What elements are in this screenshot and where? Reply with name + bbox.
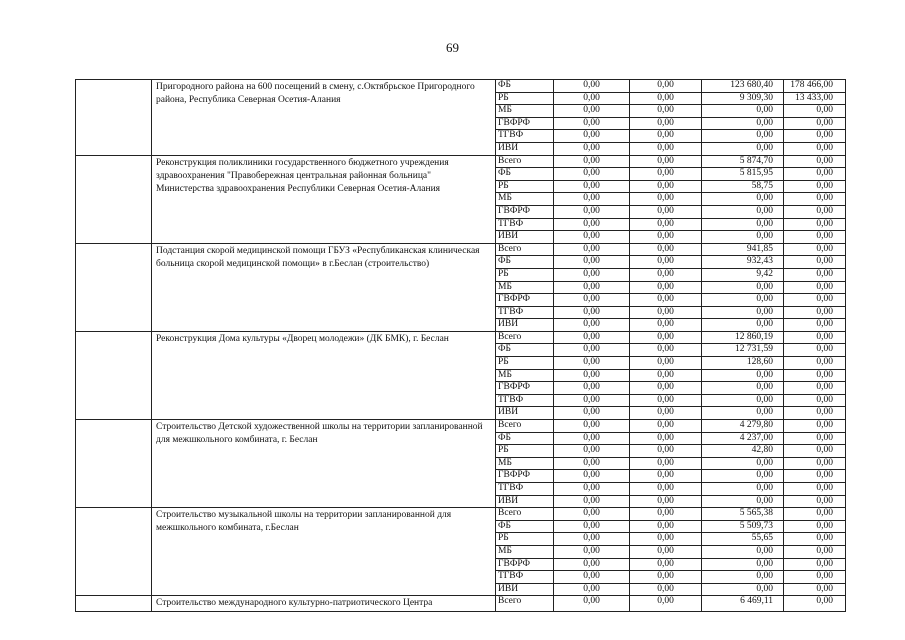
value-cell-2: 0,00 xyxy=(630,92,702,105)
value-cell-4: 178 466,00 xyxy=(784,80,846,93)
value-cell-1: 0,00 xyxy=(554,495,630,508)
funding-source-cell: ИВИ xyxy=(496,142,554,155)
funding-source-cell: Всего xyxy=(496,331,554,344)
value-cell-3: 0,00 xyxy=(702,105,784,118)
value-cell-4: 0,00 xyxy=(784,420,846,433)
value-cell-4: 0,00 xyxy=(784,495,846,508)
value-cell-3: 0,00 xyxy=(702,583,784,596)
value-cell-1: 0,00 xyxy=(554,92,630,105)
group-number-cell xyxy=(76,155,152,243)
funding-source-cell: МБ xyxy=(496,193,554,206)
value-cell-3: 5 509,73 xyxy=(702,520,784,533)
funding-source-cell: РБ xyxy=(496,268,554,281)
value-cell-4: 0,00 xyxy=(784,142,846,155)
value-cell-4: 0,00 xyxy=(784,545,846,558)
group-number-cell xyxy=(76,508,152,596)
value-cell-3: 5 565,38 xyxy=(702,508,784,521)
value-cell-4: 0,00 xyxy=(784,306,846,319)
value-cell-2: 0,00 xyxy=(630,218,702,231)
value-cell-1: 0,00 xyxy=(554,268,630,281)
value-cell-4: 0,00 xyxy=(784,508,846,521)
project-name-cell: Реконструкция Дома культуры «Дворец молодежи» (ДК БМК), г. Беслан xyxy=(152,331,496,419)
value-cell-1: 0,00 xyxy=(554,445,630,458)
value-cell-4: 0,00 xyxy=(784,394,846,407)
value-cell-1: 0,00 xyxy=(554,105,630,118)
group-number-cell xyxy=(76,331,152,419)
value-cell-3: 0,00 xyxy=(702,558,784,571)
funding-source-cell: ТГВФ xyxy=(496,483,554,496)
value-cell-4: 0,00 xyxy=(784,407,846,420)
value-cell-4: 0,00 xyxy=(784,533,846,546)
value-cell-4: 0,00 xyxy=(784,231,846,244)
funding-source-cell: ФБ xyxy=(496,344,554,357)
funding-source-cell: Всего xyxy=(496,508,554,521)
value-cell-1: 0,00 xyxy=(554,142,630,155)
funding-source-cell: РБ xyxy=(496,533,554,546)
value-cell-2: 0,00 xyxy=(630,155,702,168)
value-cell-3: 932,43 xyxy=(702,256,784,269)
group-number-cell xyxy=(76,596,152,612)
value-cell-3: 0,00 xyxy=(702,369,784,382)
value-cell-2: 0,00 xyxy=(630,256,702,269)
value-cell-3: 0,00 xyxy=(702,231,784,244)
project-name-cell: Подстанция скорой медицинской помощи ГБУЗ «Республиканская клиническая больница скорой медицинской помощи» в г.Беслан (строительство) xyxy=(152,243,496,331)
funding-source-cell: ФБ xyxy=(496,168,554,181)
funding-source-cell: МБ xyxy=(496,545,554,558)
value-cell-4: 0,00 xyxy=(784,281,846,294)
value-cell-4: 0,00 xyxy=(784,117,846,130)
value-cell-3: 0,00 xyxy=(702,394,784,407)
value-cell-1: 0,00 xyxy=(554,545,630,558)
table-row xyxy=(76,508,846,521)
value-cell-3: 4 237,00 xyxy=(702,432,784,445)
funding-source-cell: МБ xyxy=(496,281,554,294)
value-cell-3: 12 731,59 xyxy=(702,344,784,357)
value-cell-1: 0,00 xyxy=(554,394,630,407)
value-cell-3: 0,00 xyxy=(702,294,784,307)
value-cell-2: 0,00 xyxy=(630,180,702,193)
value-cell-1: 0,00 xyxy=(554,583,630,596)
value-cell-2: 0,00 xyxy=(630,344,702,357)
value-cell-2: 0,00 xyxy=(630,495,702,508)
value-cell-3: 123 680,40 xyxy=(702,80,784,93)
value-cell-3: 0,00 xyxy=(702,470,784,483)
table-row xyxy=(76,243,846,256)
value-cell-4: 0,00 xyxy=(784,571,846,584)
value-cell-2: 0,00 xyxy=(630,231,702,244)
value-cell-4: 0,00 xyxy=(784,382,846,395)
value-cell-3: 55,65 xyxy=(702,533,784,546)
value-cell-1: 0,00 xyxy=(554,218,630,231)
value-cell-1: 0,00 xyxy=(554,193,630,206)
value-cell-1: 0,00 xyxy=(554,80,630,93)
value-cell-4: 0,00 xyxy=(784,357,846,370)
value-cell-2: 0,00 xyxy=(630,105,702,118)
value-cell-3: 12 860,19 xyxy=(702,331,784,344)
funding-source-cell: ФБ xyxy=(496,256,554,269)
value-cell-1: 0,00 xyxy=(554,533,630,546)
value-cell-3: 0,00 xyxy=(702,306,784,319)
value-cell-4: 0,00 xyxy=(784,470,846,483)
value-cell-1: 0,00 xyxy=(554,168,630,181)
funding-source-cell: ТГВФ xyxy=(496,130,554,143)
funding-source-cell: ГВФРФ xyxy=(496,382,554,395)
value-cell-4: 0,00 xyxy=(784,205,846,218)
funding-source-cell: МБ xyxy=(496,369,554,382)
funding-source-cell: Всего xyxy=(496,155,554,168)
value-cell-4: 0,00 xyxy=(784,168,846,181)
funding-source-cell: ИВИ xyxy=(496,407,554,420)
value-cell-4: 0,00 xyxy=(784,130,846,143)
value-cell-3: 9 309,30 xyxy=(702,92,784,105)
funding-source-cell: ИВИ xyxy=(496,583,554,596)
table-row xyxy=(76,331,846,344)
value-cell-1: 0,00 xyxy=(554,205,630,218)
value-cell-2: 0,00 xyxy=(630,432,702,445)
value-cell-2: 0,00 xyxy=(630,319,702,332)
group-number-cell xyxy=(76,243,152,331)
project-name-cell: Строительство Детской художественной школы на территории запланированной для межшкольного комбината, г. Беслан xyxy=(152,420,496,508)
funding-source-cell: РБ xyxy=(496,92,554,105)
value-cell-2: 0,00 xyxy=(630,394,702,407)
value-cell-2: 0,00 xyxy=(630,205,702,218)
value-cell-3: 0,00 xyxy=(702,457,784,470)
funding-source-cell: ФБ xyxy=(496,432,554,445)
group-number-cell xyxy=(76,80,152,156)
value-cell-3: 0,00 xyxy=(702,205,784,218)
value-cell-2: 0,00 xyxy=(630,243,702,256)
value-cell-4: 0,00 xyxy=(784,520,846,533)
funding-source-cell: ТГВФ xyxy=(496,571,554,584)
funding-source-cell: РБ xyxy=(496,445,554,458)
value-cell-4: 0,00 xyxy=(784,155,846,168)
value-cell-3: 42,80 xyxy=(702,445,784,458)
value-cell-3: 941,85 xyxy=(702,243,784,256)
value-cell-1: 0,00 xyxy=(554,319,630,332)
funding-source-cell: ГВФРФ xyxy=(496,205,554,218)
value-cell-4: 0,00 xyxy=(784,331,846,344)
value-cell-4: 0,00 xyxy=(784,218,846,231)
value-cell-4: 0,00 xyxy=(784,105,846,118)
value-cell-4: 0,00 xyxy=(784,457,846,470)
funding-source-cell: РБ xyxy=(496,180,554,193)
value-cell-1: 0,00 xyxy=(554,357,630,370)
table-row xyxy=(76,596,846,612)
value-cell-2: 0,00 xyxy=(630,508,702,521)
value-cell-2: 0,00 xyxy=(630,80,702,93)
value-cell-1: 0,00 xyxy=(554,231,630,244)
value-cell-3: 0,00 xyxy=(702,117,784,130)
value-cell-3: 0,00 xyxy=(702,281,784,294)
funding-source-cell: ИВИ xyxy=(496,495,554,508)
value-cell-2: 0,00 xyxy=(630,558,702,571)
value-cell-2: 0,00 xyxy=(630,545,702,558)
value-cell-4: 0,00 xyxy=(784,583,846,596)
value-cell-4: 0,00 xyxy=(784,319,846,332)
value-cell-1: 0,00 xyxy=(554,407,630,420)
value-cell-3: 0,00 xyxy=(702,571,784,584)
value-cell-1: 0,00 xyxy=(554,281,630,294)
value-cell-2: 0,00 xyxy=(630,294,702,307)
value-cell-2: 0,00 xyxy=(630,382,702,395)
value-cell-4: 0,00 xyxy=(784,369,846,382)
project-name-cell: Пригородного района на 600 посещений в смену, с.Октябрьское Пригородного района, Республика Северная Осетия-Алания xyxy=(152,80,496,156)
value-cell-2: 0,00 xyxy=(630,533,702,546)
value-cell-3: 5 874,70 xyxy=(702,155,784,168)
value-cell-2: 0,00 xyxy=(630,306,702,319)
financing-table xyxy=(75,79,846,612)
funding-source-cell: ГВФРФ xyxy=(496,294,554,307)
value-cell-2: 0,00 xyxy=(630,268,702,281)
value-cell-2: 0,00 xyxy=(630,142,702,155)
funding-source-cell: ФБ xyxy=(496,520,554,533)
value-cell-1: 0,00 xyxy=(554,382,630,395)
table-body xyxy=(76,80,846,612)
value-cell-1: 0,00 xyxy=(554,180,630,193)
value-cell-4: 0,00 xyxy=(784,558,846,571)
funding-source-cell: РБ xyxy=(496,357,554,370)
funding-source-cell: ТГВФ xyxy=(496,306,554,319)
value-cell-3: 5 815,95 xyxy=(702,168,784,181)
funding-source-cell: ГВФРФ xyxy=(496,470,554,483)
value-cell-2: 0,00 xyxy=(630,583,702,596)
value-cell-2: 0,00 xyxy=(630,407,702,420)
value-cell-2: 0,00 xyxy=(630,520,702,533)
value-cell-1: 0,00 xyxy=(554,155,630,168)
value-cell-3: 4 279,80 xyxy=(702,420,784,433)
funding-source-cell: ТГВФ xyxy=(496,218,554,231)
value-cell-1: 0,00 xyxy=(554,508,630,521)
value-cell-2: 0,00 xyxy=(630,168,702,181)
value-cell-4: 0,00 xyxy=(784,483,846,496)
value-cell-4: 0,00 xyxy=(784,432,846,445)
value-cell-4: 0,00 xyxy=(784,256,846,269)
value-cell-1: 0,00 xyxy=(554,130,630,143)
value-cell-2: 0,00 xyxy=(630,193,702,206)
funding-source-cell: ИВИ xyxy=(496,319,554,332)
value-cell-1: 0,00 xyxy=(554,470,630,483)
value-cell-1: 0,00 xyxy=(554,571,630,584)
value-cell-2: 0,00 xyxy=(630,117,702,130)
value-cell-4: 13 433,00 xyxy=(784,92,846,105)
value-cell-2: 0,00 xyxy=(630,470,702,483)
value-cell-1: 0,00 xyxy=(554,369,630,382)
value-cell-2: 0,00 xyxy=(630,457,702,470)
value-cell-3: 0,00 xyxy=(702,218,784,231)
value-cell-2: 0,00 xyxy=(630,596,702,612)
value-cell-3: 0,00 xyxy=(702,319,784,332)
value-cell-3: 6 469,11 xyxy=(702,596,784,612)
value-cell-1: 0,00 xyxy=(554,243,630,256)
value-cell-1: 0,00 xyxy=(554,483,630,496)
funding-source-cell: МБ xyxy=(496,457,554,470)
table-row xyxy=(76,155,846,168)
value-cell-3: 0,00 xyxy=(702,142,784,155)
value-cell-3: 0,00 xyxy=(702,193,784,206)
value-cell-3: 0,00 xyxy=(702,407,784,420)
value-cell-4: 0,00 xyxy=(784,180,846,193)
project-name-cell: Строительство музыкальной школы на территории запланированной для межшкольного комбината, г.Беслан xyxy=(152,508,496,596)
funding-source-cell: ГВФРФ xyxy=(496,117,554,130)
group-number-cell xyxy=(76,420,152,508)
value-cell-1: 0,00 xyxy=(554,306,630,319)
value-cell-3: 0,00 xyxy=(702,483,784,496)
value-cell-1: 0,00 xyxy=(554,294,630,307)
value-cell-4: 0,00 xyxy=(784,596,846,612)
value-cell-1: 0,00 xyxy=(554,558,630,571)
funding-source-cell: Всего xyxy=(496,243,554,256)
value-cell-2: 0,00 xyxy=(630,357,702,370)
value-cell-1: 0,00 xyxy=(554,344,630,357)
project-name-cell: Реконструкция поликлиники государственного бюджетного учреждения здравоохранения "Правобережная центральная районная больница" Министерства здравоохранения Республики Северная Осетия-Алания xyxy=(152,155,496,243)
funding-source-cell: Всего xyxy=(496,596,554,612)
value-cell-4: 0,00 xyxy=(784,294,846,307)
value-cell-2: 0,00 xyxy=(630,369,702,382)
funding-source-cell: ФБ xyxy=(496,80,554,93)
funding-source-cell: Всего xyxy=(496,420,554,433)
value-cell-4: 0,00 xyxy=(784,243,846,256)
value-cell-2: 0,00 xyxy=(630,331,702,344)
value-cell-1: 0,00 xyxy=(554,432,630,445)
funding-source-cell: ГВФРФ xyxy=(496,558,554,571)
project-name-cell: Строительство международного культурно-патриотического Центра xyxy=(152,596,496,612)
value-cell-1: 0,00 xyxy=(554,331,630,344)
value-cell-2: 0,00 xyxy=(630,420,702,433)
value-cell-3: 58,75 xyxy=(702,180,784,193)
value-cell-4: 0,00 xyxy=(784,193,846,206)
funding-source-cell: МБ xyxy=(496,105,554,118)
value-cell-4: 0,00 xyxy=(784,445,846,458)
value-cell-1: 0,00 xyxy=(554,457,630,470)
value-cell-3: 0,00 xyxy=(702,130,784,143)
value-cell-3: 0,00 xyxy=(702,382,784,395)
funding-source-cell: ИВИ xyxy=(496,231,554,244)
value-cell-3: 0,00 xyxy=(702,545,784,558)
page-number: 69 xyxy=(446,40,459,55)
table-row xyxy=(76,80,846,93)
value-cell-2: 0,00 xyxy=(630,571,702,584)
value-cell-2: 0,00 xyxy=(630,483,702,496)
table-row xyxy=(76,420,846,433)
value-cell-2: 0,00 xyxy=(630,445,702,458)
value-cell-3: 128,60 xyxy=(702,357,784,370)
value-cell-3: 9,42 xyxy=(702,268,784,281)
value-cell-1: 0,00 xyxy=(554,117,630,130)
value-cell-1: 0,00 xyxy=(554,420,630,433)
value-cell-2: 0,00 xyxy=(630,130,702,143)
value-cell-1: 0,00 xyxy=(554,596,630,612)
value-cell-1: 0,00 xyxy=(554,520,630,533)
value-cell-4: 0,00 xyxy=(784,344,846,357)
value-cell-3: 0,00 xyxy=(702,495,784,508)
value-cell-2: 0,00 xyxy=(630,281,702,294)
value-cell-1: 0,00 xyxy=(554,256,630,269)
value-cell-4: 0,00 xyxy=(784,268,846,281)
funding-source-cell: ТГВФ xyxy=(496,394,554,407)
